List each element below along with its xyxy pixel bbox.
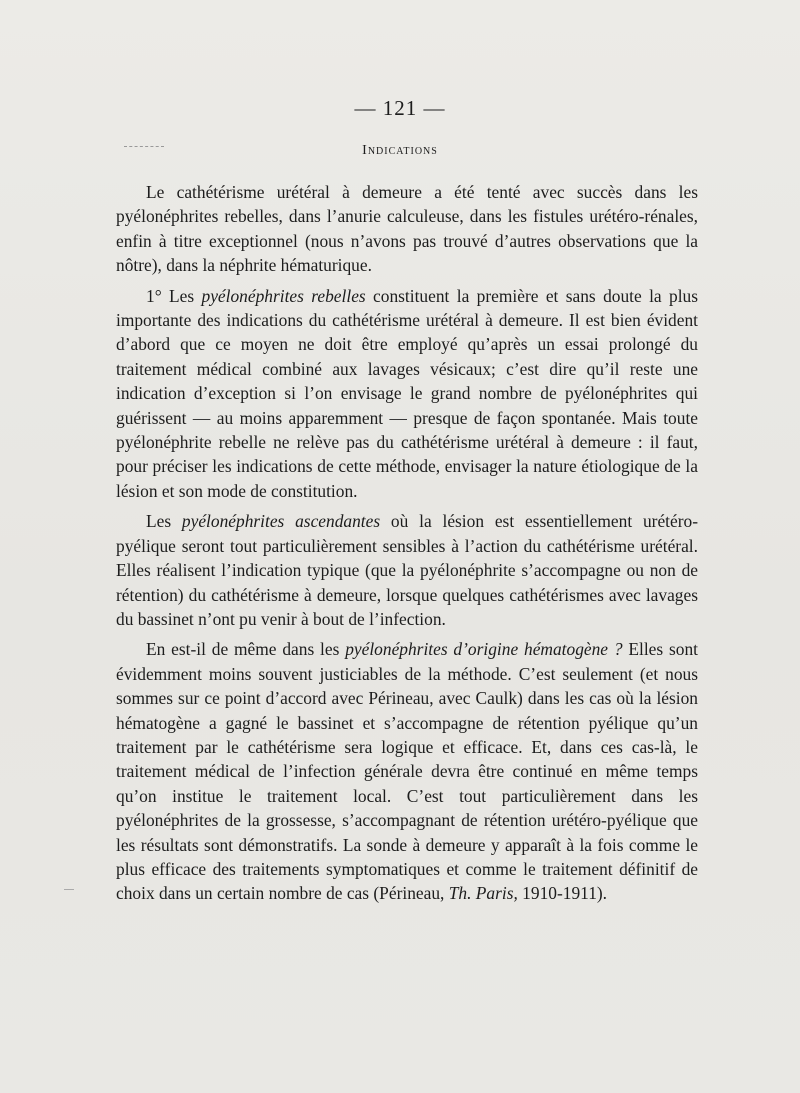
body-text [116, 180, 698, 912]
paragraph-text: constituent la première et sans doute la plus importante des indications du cathétérisme urétéral à demeure. Il est bien évident d’abord que ce moyen ne doit être employé qu’après un essai prolongé du traitement médical combiné aux lavages vésicaux; c’est dire qu’il reste une indication d’exception si l’on envisage le grand nombre de pyélonéphrites qui guérissent — au moins apparemment — presque de façon spontanée. Mais toute pyélonéphrite rebelle ne relève pas du cathétérisme urétéral à demeure : il faut, pour préciser les indications de cette méthode, envisager la nature étiologique de la lésion et son mode de constitution. [116, 285, 698, 501]
paragraph-text: En est-il de même dans les [146, 639, 346, 660]
italic-text: Th. Paris, [448, 883, 518, 904]
paragraph-4 [116, 637, 698, 905]
paragraph-text: 1910-1911). [517, 883, 608, 904]
italic-text: pyélonéphrites rebelles [201, 285, 366, 306]
paragraph-text: 1° Les [146, 285, 202, 306]
paragraph-2 [116, 284, 698, 504]
paragraph-text: Les [146, 511, 182, 532]
section-heading: Indications [362, 143, 438, 158]
margin-mark [64, 889, 74, 890]
paragraph-3 [116, 509, 698, 631]
paragraph-text: où la lésion est essentiellement urétéro-pyélique seront tout particulièrement sensibles à l’action du cathétérisme urétéral. Elles réalisent l’indication typique (que la pyélonéphrite s’accompagne ou non de rétention) du cathétérisme à demeure, lorsque quelques cathétérismes avec lavages du bassinet n’ont pu venir à bout de l’infection. [116, 511, 699, 629]
page-number: — 121 — [354, 96, 446, 120]
italic-text: pyélonéphrites d’origine hématogène ? [345, 639, 623, 660]
paragraph-1 [116, 180, 698, 278]
paragraph-text: Elles sont évidemment moins souvent justiciables de la méthode. C’est seulement (et nous sommes sur ce point d’accord avec Périneau, avec Caulk) dans les cas où la lésion hématogène a gagné le bassinet et s’accompagne de rétention pyélique qu’un traitement par le cathétérisme sera logique et efficace. Et, dans ces cas-là, le traitement médical de l’infection générale devra être continué en même temps qu’on institue le traitement local. C’est tout particulièrement dans les pyélonéphrites de la grossesse, s’accompagnant de rétention urétéro-pyélique que les résultats sont démonstratifs. La sonde à demeure y apparaît à la fois comme le plus efficace des traitements symptomatiques et comme le traitement définitif de choix dans un certain nombre de cas (Périneau, [116, 639, 698, 904]
italic-text: pyélonéphrites ascendantes [181, 511, 381, 532]
paragraph-text: Le cathétérisme urétéral à demeure a été tenté avec succès dans les pyélonéphrites rebelles, dans l’anurie calculeuse, dans les fistules urétéro-rénales, enfin à titre exceptionnel (nous n’avons pas trouvé d’autres observations que la nôtre), dans la néphrite hématurique. [116, 182, 698, 276]
